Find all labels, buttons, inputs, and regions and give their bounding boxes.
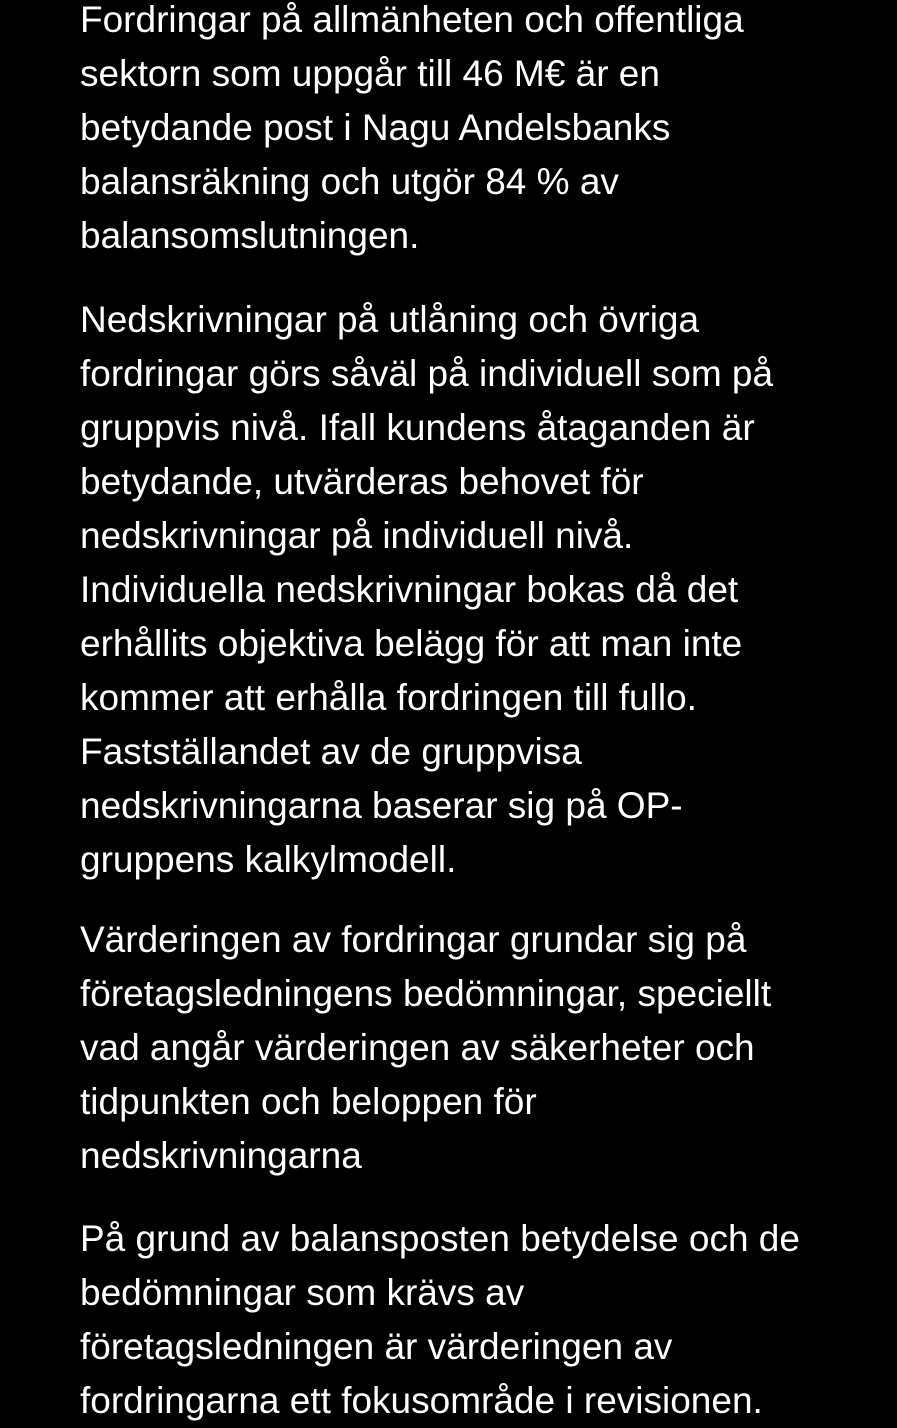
text-line: balansräkning och utgör 84 % av xyxy=(80,161,619,202)
text-line: vad angår värderingen av säkerheter och xyxy=(80,1027,755,1068)
text-line: nedskrivningarna xyxy=(80,1135,362,1176)
text-line: betydande post i Nagu Andelsbanks xyxy=(80,107,671,148)
text-line: företagsledningens bedömningar, speciellt xyxy=(80,973,772,1014)
text-line: kommer att erhålla fordringen till fullo. xyxy=(80,677,697,718)
text-line: Fastställandet av de gruppvisa xyxy=(80,731,582,772)
text-line: fordringarna ett fokusområde i revisionen. xyxy=(80,1380,763,1421)
text-line: gruppens kalkylmodell. xyxy=(80,839,457,880)
text-line: betydande, utvärderas behovet för xyxy=(80,461,644,502)
text-line: nedskrivningarna baserar sig på OP- xyxy=(80,785,683,826)
paragraph-audit-focus xyxy=(80,1212,800,1428)
text-line: erhållits objektiva belägg för att man inte xyxy=(80,623,743,664)
text-line: bedömningar som krävs av xyxy=(80,1272,525,1313)
text-line: På grund av balansposten betydelse och de xyxy=(80,1218,800,1259)
paragraph-impairments xyxy=(80,293,773,887)
text-line: Fordringar på allmänheten och offentliga xyxy=(80,0,744,40)
paragraph-valuation-judgement xyxy=(80,913,771,1183)
paragraph-receivables-summary xyxy=(80,0,744,263)
text-line: Individuella nedskrivningar bokas då det xyxy=(80,569,739,610)
text-line: Nedskrivningar på utlåning och övriga xyxy=(80,299,700,340)
text-line: företagsledningen är värderingen av xyxy=(80,1326,673,1367)
text-line: nedskrivningar på individuell nivå. xyxy=(80,515,634,556)
text-line: gruppvis nivå. Ifall kundens åtaganden är xyxy=(80,407,755,448)
text-line: fordringar görs såväl på individuell som på xyxy=(80,353,774,394)
text-line: Värderingen av fordringar grundar sig på xyxy=(80,919,747,960)
text-line: sektorn som uppgår till 46 M€ är en xyxy=(80,53,660,94)
text-line: balansomslutningen. xyxy=(80,215,420,256)
text-line: tidpunkten och beloppen för xyxy=(80,1081,537,1122)
